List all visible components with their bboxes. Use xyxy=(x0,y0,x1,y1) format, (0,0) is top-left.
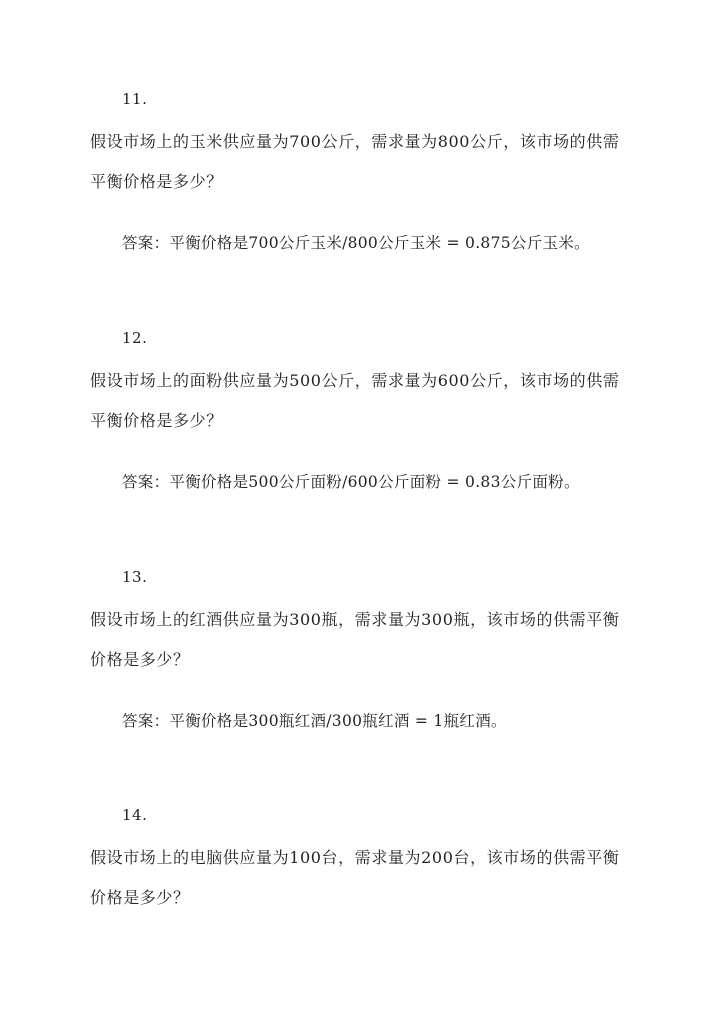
answer-text: 答案：平衡价格是700公斤玉米/800公斤玉米 = 0.875公斤玉米。 xyxy=(122,234,590,252)
question-text: 假设市场上的红酒供应量为300瓶，需求量为300瓶，该市场的供需平衡价格是多少？ xyxy=(90,610,620,669)
question-text: 假设市场上的电脑供应量为100台，需求量为200台，该市场的供需平衡价格是多少？ xyxy=(90,848,620,907)
question-text: 假设市场上的玉米供应量为700公斤，需求量为800公斤，该市场的供需平衡价格是多少？ xyxy=(90,132,620,191)
answer-text: 答案：平衡价格是500公斤面粉/600公斤面粉 = 0.83公斤面粉。 xyxy=(122,473,580,491)
question-number: 13. xyxy=(122,568,148,586)
question-number: 14. xyxy=(122,806,148,824)
answer-text: 答案：平衡价格是300瓶红酒/300瓶红酒 = 1瓶红酒。 xyxy=(122,712,507,730)
question-text: 假设市场上的面粉供应量为500公斤，需求量为600公斤，该市场的供需平衡价格是多少？ xyxy=(90,371,620,430)
question-number: 11. xyxy=(122,90,148,108)
question-number: 12. xyxy=(122,329,148,347)
